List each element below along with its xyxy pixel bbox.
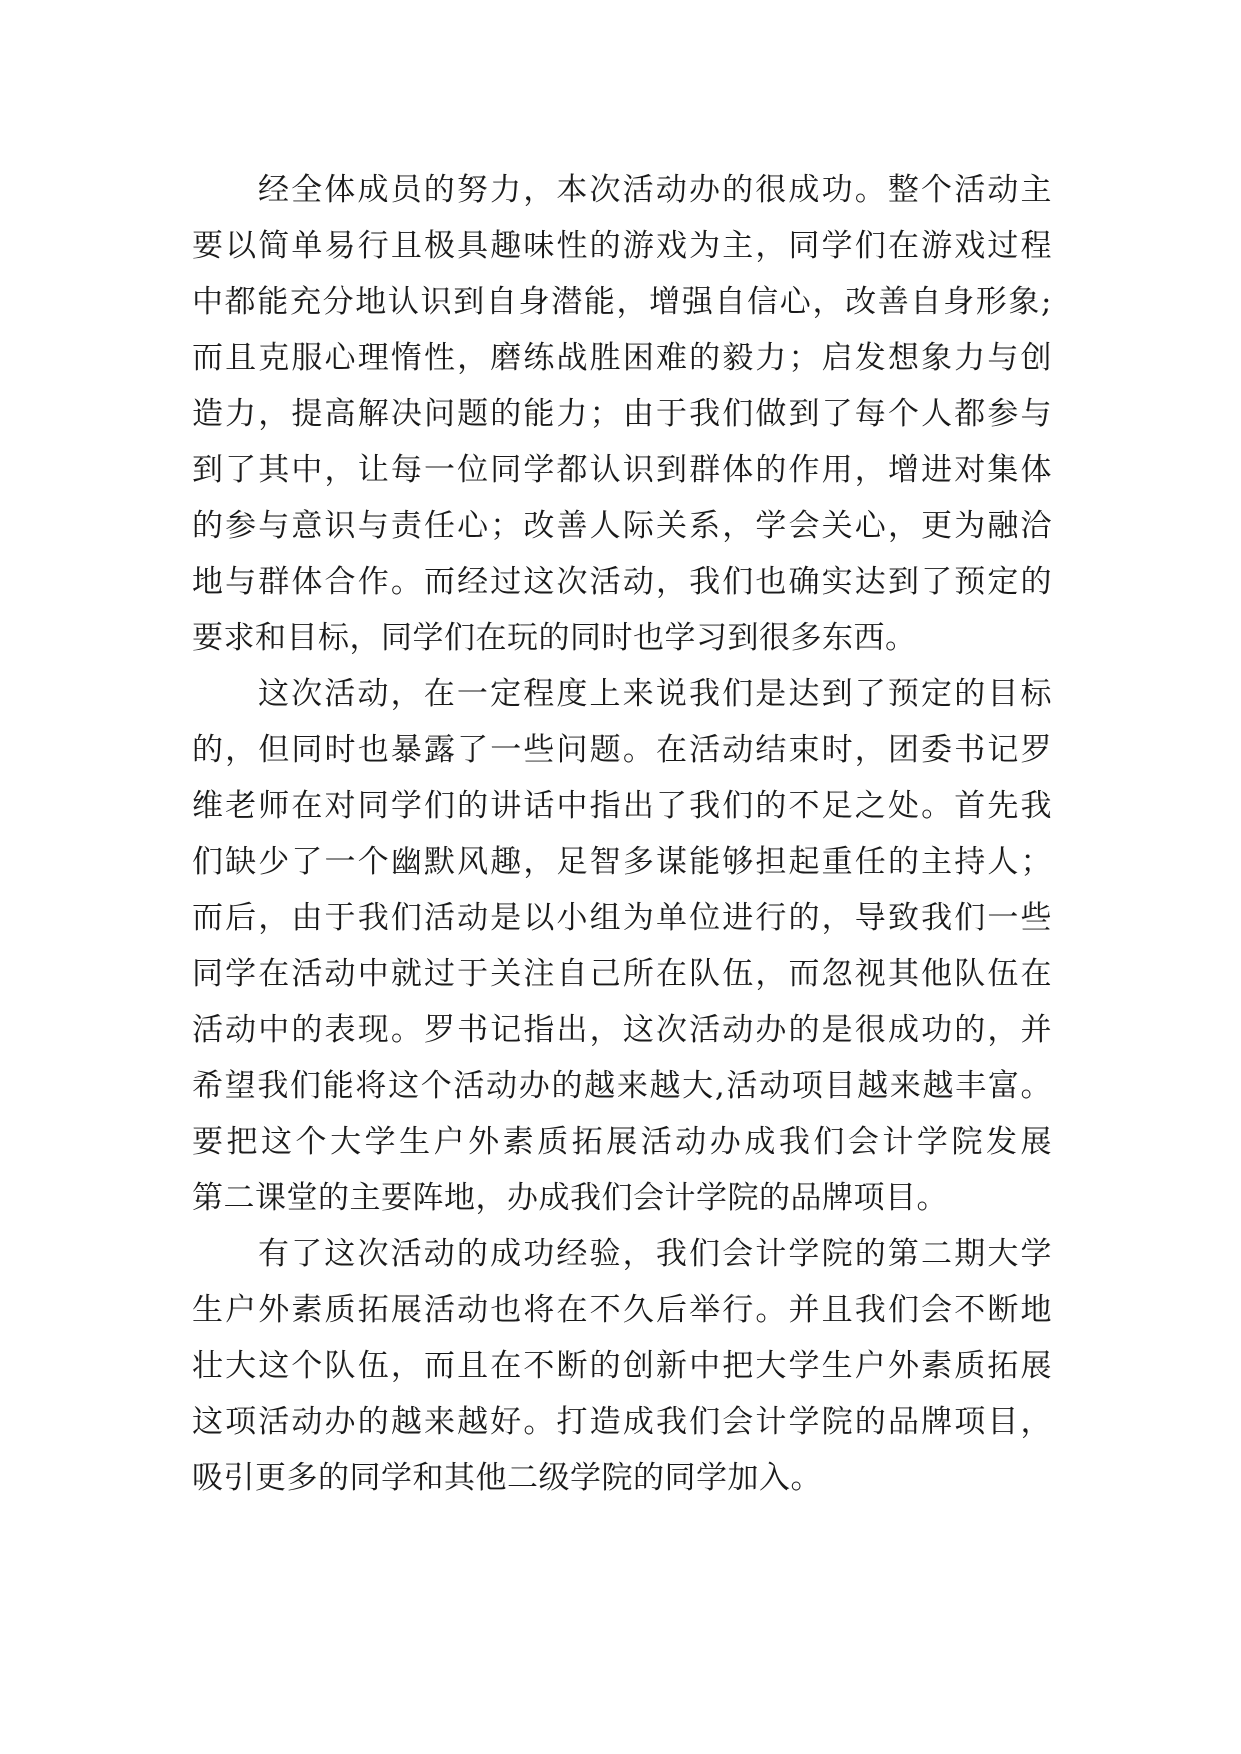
paragraph-line: 要以简单易行且极具趣味性的游戏为主，同学们在游戏过程	[192, 228, 1052, 264]
paragraph-1	[192, 162, 1052, 666]
paragraph-line: 吸引更多的同学和其他二级学院的同学加入。	[192, 1460, 822, 1496]
paragraph-line: 这次活动，在一定程度上来说我们是达到了预定的目标	[258, 676, 1052, 712]
document-body	[192, 162, 1052, 1506]
paragraph-line: 造力，提高解决问题的能力；由于我们做到了每个人都参与	[192, 396, 1052, 432]
paragraph-line: 有了这次活动的成功经验，我们会计学院的第二期大学	[258, 1236, 1052, 1272]
paragraph-line: 生户外素质拓展活动也将在不久后举行。并且我们会不断地	[192, 1292, 1052, 1328]
paragraph-line: 第二课堂的主要阵地，办成我们会计学院的品牌项目。	[192, 1180, 948, 1216]
paragraph-line: 维老师在对同学们的讲话中指出了我们的不足之处。首先我	[192, 788, 1052, 824]
paragraph-line: 的参与意识与责任心；改善人际关系，学会关心，更为融洽	[192, 508, 1052, 544]
paragraph-line: 经全体成员的努力，本次活动办的很成功。整个活动主	[258, 172, 1052, 208]
paragraph-line: 壮大这个队伍，而且在不断的创新中把大学生户外素质拓展	[192, 1348, 1052, 1384]
paragraph-line: 到了其中，让每一位同学都认识到群体的作用，增进对集体	[192, 452, 1052, 488]
paragraph-line: 的，但同时也暴露了一些问题。在活动结束时，团委书记罗	[192, 732, 1052, 768]
paragraph-line: 要求和目标，同学们在玩的同时也学习到很多东西。	[192, 620, 917, 656]
paragraph-line: 这项活动办的越来越好。打造成我们会计学院的品牌项目，	[192, 1404, 1052, 1440]
paragraph-line: 地与群体合作。而经过这次活动，我们也确实达到了预定的	[192, 564, 1052, 600]
paragraph-line: 而且克服心理惰性，磨练战胜困难的毅力；启发想象力与创	[192, 340, 1052, 376]
paragraph-line: 同学在活动中就过于关注自己所在队伍，而忽视其他队伍在	[192, 956, 1052, 992]
paragraph-2	[192, 666, 1052, 1226]
paragraph-line: 们缺少了一个幽默风趣，足智多谋能够担起重任的主持人；	[192, 844, 1052, 880]
paragraph-line: 而后，由于我们活动是以小组为单位进行的，导致我们一些	[192, 900, 1052, 936]
paragraph-line: 中都能充分地认识到自身潜能，增强自信心，改善自身形象;	[192, 284, 1052, 320]
paragraph-line: 活动中的表现。罗书记指出，这次活动办的是很成功的，并	[192, 1012, 1052, 1048]
paragraph-line: 要把这个大学生户外素质拓展活动办成我们会计学院发展	[192, 1124, 1052, 1160]
paragraph-3	[192, 1226, 1052, 1506]
paragraph-line: 希望我们能将这个活动办的越来越大,活动项目越来越丰富。	[192, 1068, 1052, 1104]
